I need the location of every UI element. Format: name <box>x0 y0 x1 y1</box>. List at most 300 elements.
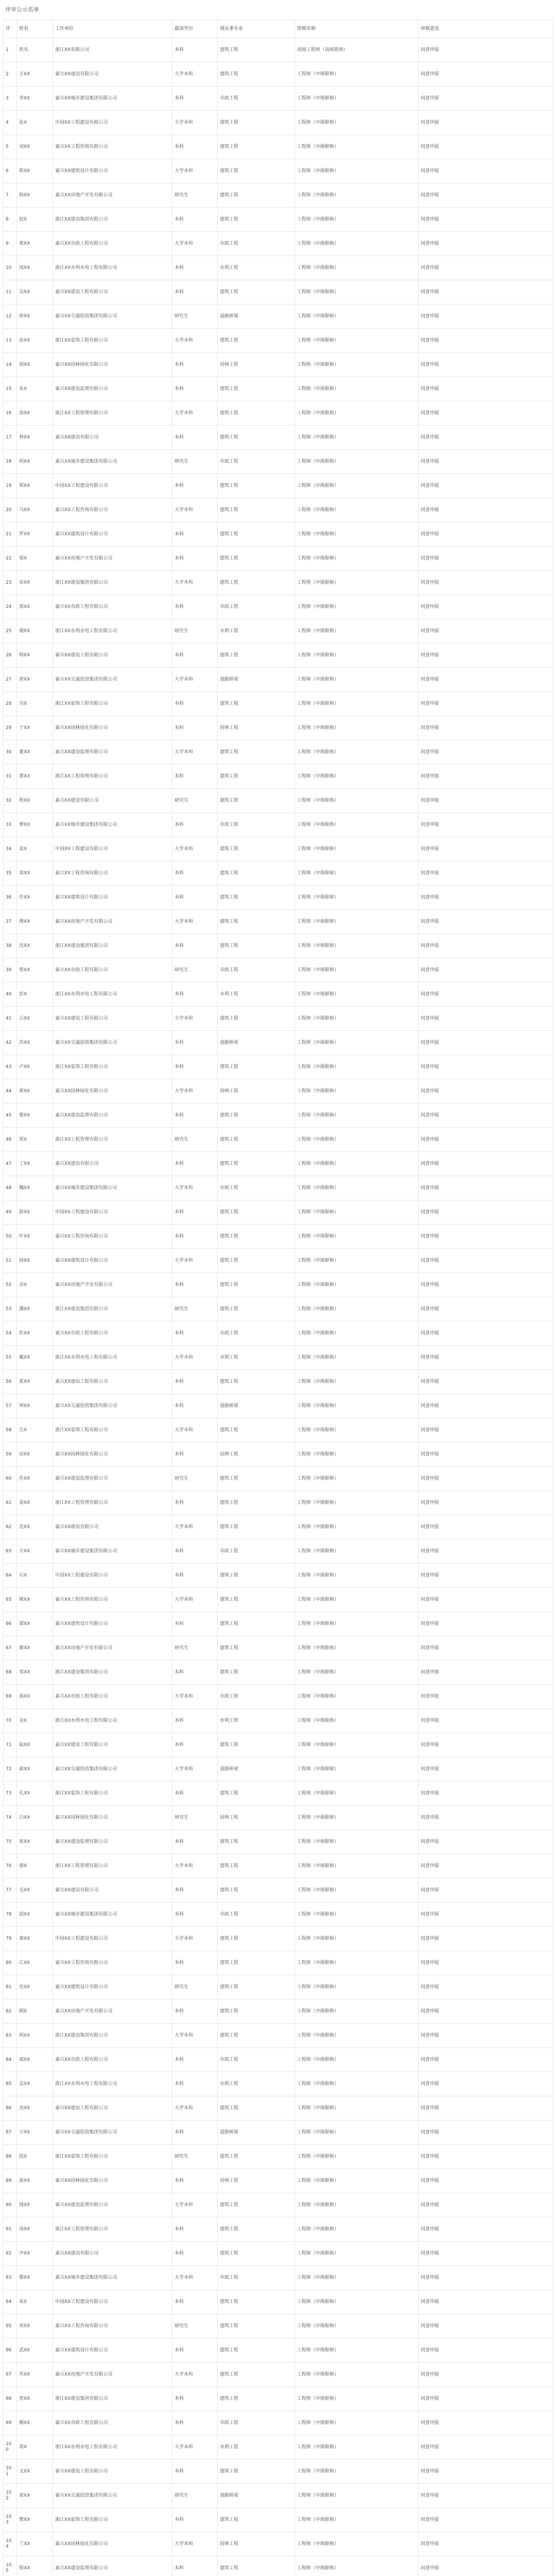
cell-index: 2 <box>4 62 17 87</box>
cell-opinion: 同意申报 <box>419 765 553 789</box>
table-row <box>4 1055 553 1079</box>
cell-education: 本科 <box>172 2242 218 2266</box>
cell-name: 魏XX <box>17 1176 53 1200</box>
cell-education: 本科 <box>172 377 218 401</box>
cell-opinion: 同意申报 <box>419 692 553 716</box>
cell-education: 本科 <box>172 2411 218 2435</box>
cell-name: 兰XX <box>17 2532 53 2556</box>
cell-name: 崔XX <box>17 1830 53 1854</box>
cell-specialty: 建筑工程 <box>218 886 295 910</box>
table-row <box>4 1297 553 1321</box>
table-row <box>4 692 553 716</box>
cell-education: 本科 <box>172 2290 218 2314</box>
header-cell-education: 最高学历 <box>172 20 218 38</box>
table-row <box>4 1636 553 1660</box>
cell-specialty: 园林工程 <box>218 353 295 377</box>
cell-education: 大学本科 <box>172 571 218 595</box>
cell-name: 彭X <box>17 982 53 1007</box>
cell-qualification: 工程师（中级职称） <box>295 1152 419 1176</box>
cell-qualification: 工程师（中级职称） <box>295 159 419 183</box>
table-row <box>4 547 553 571</box>
cell-name: 贾X <box>17 1128 53 1152</box>
cell-specialty: 建筑工程 <box>218 2217 295 2242</box>
cell-qualification: 工程师（中级职称） <box>295 256 419 280</box>
cell-qualification: 工程师（中级职称） <box>295 692 419 716</box>
cell-education: 本科 <box>172 1104 218 1128</box>
cell-specialty: 市政工程 <box>218 958 295 982</box>
cell-employer: 嘉兴XX交通投资集团有限公司 <box>53 1394 172 1418</box>
cell-opinion: 同意申报 <box>419 1418 553 1443</box>
cell-education: 本科 <box>172 1830 218 1854</box>
cell-qualification: 工程师（中级职称） <box>295 2387 419 2411</box>
cell-specialty: 建筑工程 <box>218 1370 295 1394</box>
cell-qualification: 工程师（中级职称） <box>295 1782 419 1806</box>
cell-employer: 嘉兴XX园林绿化有限公司 <box>53 2169 172 2193</box>
cell-opinion: 同意申报 <box>419 668 553 692</box>
cell-qualification: 工程师（中级职称） <box>295 304 419 329</box>
cell-employer: 浙江XX工程管理有限公司 <box>53 401 172 426</box>
cell-education: 本科 <box>172 1225 218 1249</box>
roster-table <box>3 20 553 2576</box>
cell-specialty: 建筑工程 <box>218 183 295 208</box>
cell-specialty: 建筑工程 <box>218 547 295 571</box>
cell-name: 史XX <box>17 1975 53 1999</box>
cell-index: 27 <box>4 668 17 692</box>
cell-specialty: 建筑工程 <box>218 643 295 668</box>
cell-name: 谢XX <box>17 619 53 643</box>
cell-qualification: 工程师（中级职称） <box>295 474 419 498</box>
table-row <box>4 2290 553 2314</box>
cell-opinion: 同意申报 <box>419 62 553 87</box>
cell-qualification: 工程师（中级职称） <box>295 401 419 426</box>
cell-education: 研究生 <box>172 1636 218 1660</box>
cell-name: 陈XX <box>17 159 53 183</box>
cell-specialty: 道路桥梁 <box>218 668 295 692</box>
cell-opinion: 同意申报 <box>419 1346 553 1370</box>
cell-name: 汤XX <box>17 2217 53 2242</box>
cell-qualification: 工程师（中级职称） <box>295 958 419 982</box>
cell-index: 52 <box>4 1273 17 1297</box>
table-row <box>4 2484 553 2508</box>
cell-opinion: 同意申报 <box>419 982 553 1007</box>
cell-opinion: 同意申报 <box>419 232 553 256</box>
cell-index: 14 <box>4 353 17 377</box>
cell-name: 姚XX <box>17 1588 53 1612</box>
cell-specialty: 园林工程 <box>218 716 295 740</box>
table-row <box>4 1321 553 1346</box>
cell-name: 何XX <box>17 450 53 474</box>
table-row <box>4 1782 553 1806</box>
table-row <box>4 765 553 789</box>
cell-qualification: 工程师（中级职称） <box>295 1104 419 1128</box>
cell-qualification: 工程师（中级职称） <box>295 1660 419 1685</box>
cell-employer: 嘉兴XX市政工程有限公司 <box>53 595 172 619</box>
table-row <box>4 1660 553 1685</box>
cell-index: 15 <box>4 377 17 401</box>
cell-name: 杨XX <box>17 183 53 208</box>
table-row <box>4 1370 553 1394</box>
table-row <box>4 1467 553 1491</box>
cell-index: 42 <box>4 1031 17 1055</box>
cell-education: 本科 <box>172 1539 218 1564</box>
cell-index: 54 <box>4 1321 17 1346</box>
cell-qualification: 工程师（中级职称） <box>295 2411 419 2435</box>
cell-name: 唐XX <box>17 668 53 692</box>
cell-employer: 中国XX工程建设有限公司 <box>53 2290 172 2314</box>
cell-index: 96 <box>4 2338 17 2363</box>
cell-employer: 浙江XX水利水电工程有限公司 <box>53 619 172 643</box>
cell-name: 乔XX <box>17 2363 53 2387</box>
cell-index: 20 <box>4 498 17 522</box>
cell-specialty: 园林工程 <box>218 2169 295 2193</box>
cell-employer: 嘉兴XX城市建设集团有限公司 <box>53 1903 172 1927</box>
cell-education: 研究生 <box>172 304 218 329</box>
cell-index: 51 <box>4 1249 17 1273</box>
table-row <box>4 571 553 595</box>
cell-index: 79 <box>4 1927 17 1951</box>
cell-education: 大学本科 <box>172 62 218 87</box>
cell-education: 研究生 <box>172 450 218 474</box>
cell-index: 88 <box>4 2145 17 2169</box>
cell-education: 本科 <box>172 353 218 377</box>
cell-education: 本科 <box>172 426 218 450</box>
cell-opinion: 同意申报 <box>419 1225 553 1249</box>
table-row <box>4 643 553 668</box>
cell-opinion: 同意申报 <box>419 2338 553 2363</box>
cell-opinion: 同意申报 <box>419 426 553 450</box>
cell-opinion: 同意申报 <box>419 1903 553 1927</box>
cell-specialty: 建筑工程 <box>218 934 295 958</box>
table-row <box>4 256 553 280</box>
cell-employer: 嘉兴XX房地产开发有限公司 <box>53 910 172 934</box>
cell-name: 钱XX <box>17 2193 53 2217</box>
cell-specialty: 建筑工程 <box>218 1055 295 1079</box>
cell-index: 68 <box>4 1660 17 1685</box>
cell-opinion: 同意申报 <box>419 208 553 232</box>
cell-name: 任XX <box>17 1467 53 1491</box>
cell-opinion: 同意申报 <box>419 2072 553 2096</box>
cell-name: 戴XX <box>17 1346 53 1370</box>
cell-specialty: 建筑工程 <box>218 2460 295 2484</box>
cell-opinion: 同意申报 <box>419 1370 553 1394</box>
cell-opinion: 同意申报 <box>419 2508 553 2532</box>
cell-qualification: 工程师（中级职称） <box>295 571 419 595</box>
cell-index: 101 <box>4 2460 17 2484</box>
cell-employer: 浙江XX建设集团有限公司 <box>53 2387 172 2411</box>
table-body <box>4 38 553 2576</box>
cell-education: 大学本科 <box>172 2096 218 2121</box>
cell-qualification: 工程师（中级职称） <box>295 619 419 643</box>
table-row <box>4 2242 553 2266</box>
table-row <box>4 2121 553 2145</box>
cell-employer: 嘉兴XX房地产开发有限公司 <box>53 2363 172 2387</box>
cell-index: 87 <box>4 2121 17 2145</box>
cell-index: 102 <box>4 2484 17 2508</box>
cell-education: 大学本科 <box>172 1176 218 1200</box>
cell-education: 大学本科 <box>172 910 218 934</box>
cell-specialty: 建筑工程 <box>218 159 295 183</box>
cell-opinion: 同意申报 <box>419 619 553 643</box>
cell-specialty: 建筑工程 <box>218 1249 295 1273</box>
cell-name: 谭XX <box>17 1612 53 1636</box>
cell-index: 71 <box>4 1733 17 1757</box>
table-row <box>4 2338 553 2363</box>
cell-opinion: 同意申报 <box>419 1709 553 1733</box>
cell-index: 60 <box>4 1467 17 1491</box>
cell-opinion: 同意申报 <box>419 1055 553 1079</box>
cell-name: 杜XX <box>17 1321 53 1346</box>
cell-education: 本科 <box>172 256 218 280</box>
cell-education: 本科 <box>172 1564 218 1588</box>
cell-employer: 浙江XX装饰工程有限公司 <box>53 2145 172 2169</box>
cell-name: 钟XX <box>17 1394 53 1418</box>
table-row <box>4 1685 553 1709</box>
cell-name: 潘XX <box>17 1297 53 1321</box>
cell-opinion: 同意申报 <box>419 1564 553 1588</box>
cell-employer: 嘉兴XX建筑设计有限公司 <box>53 522 172 547</box>
cell-opinion: 同意申报 <box>419 111 553 135</box>
cell-index: 7 <box>4 183 17 208</box>
cell-name: 黄XX <box>17 232 53 256</box>
cell-education: 本科 <box>172 547 218 571</box>
cell-qualification: 工程师（中级职称） <box>295 1418 419 1443</box>
cell-name: 樊XX <box>17 2508 53 2532</box>
cell-education: 本科 <box>172 38 218 62</box>
cell-index: 59 <box>4 1443 17 1467</box>
cell-employer: 中国XX工程建设有限公司 <box>53 1564 172 1588</box>
cell-index: 29 <box>4 716 17 740</box>
cell-qualification: 工程师（中级职称） <box>295 1079 419 1104</box>
cell-qualification: 工程师（中级职称） <box>295 2556 419 2576</box>
cell-name: 文XX <box>17 2460 53 2484</box>
cell-specialty: 建筑工程 <box>218 1636 295 1660</box>
cell-opinion: 同意申报 <box>419 183 553 208</box>
cell-education: 大学本科 <box>172 329 218 353</box>
cell-qualification: 工程师（中级职称） <box>295 1321 419 1346</box>
cell-index: 90 <box>4 2193 17 2217</box>
table-row <box>4 2387 553 2411</box>
cell-qualification: 工程师（中级职称） <box>295 1636 419 1660</box>
cell-index: 39 <box>4 958 17 982</box>
cell-qualification: 工程师（中级职称） <box>295 789 419 813</box>
cell-employer: 嘉兴XX建筑设计有限公司 <box>53 886 172 910</box>
cell-opinion: 同意申报 <box>419 1854 553 1878</box>
cell-index: 25 <box>4 619 17 643</box>
cell-specialty: 水利工程 <box>218 982 295 1007</box>
cell-education: 本科 <box>172 1443 218 1467</box>
table-row <box>4 1249 553 1273</box>
cell-education: 本科 <box>172 1733 218 1757</box>
cell-index: 105 <box>4 2556 17 2576</box>
cell-qualification: 工程师（中级职称） <box>295 886 419 910</box>
cell-opinion: 同意申报 <box>419 1975 553 1999</box>
cell-index: 11 <box>4 280 17 304</box>
cell-qualification: 工程师（中级职称） <box>295 1055 419 1079</box>
table-row <box>4 1443 553 1467</box>
cell-specialty: 建筑工程 <box>218 1128 295 1152</box>
table-row <box>4 2435 553 2460</box>
cell-index: 66 <box>4 1612 17 1636</box>
cell-employer: 中国XX工程建设有限公司 <box>53 474 172 498</box>
cell-education: 大学本科 <box>172 1079 218 1104</box>
cell-index: 95 <box>4 2314 17 2338</box>
cell-education: 本科 <box>172 87 218 111</box>
cell-name: 龙XX <box>17 2096 53 2121</box>
cell-employer: 嘉兴XX市政工程有限公司 <box>53 2411 172 2435</box>
table-row <box>4 1830 553 1854</box>
cell-employer: 浙江XX工程管理有限公司 <box>53 1491 172 1515</box>
cell-opinion: 同意申报 <box>419 522 553 547</box>
cell-employer: 浙江XX工程管理有限公司 <box>53 765 172 789</box>
cell-specialty: 建筑工程 <box>218 1999 295 2024</box>
cell-name: 赵X <box>17 208 53 232</box>
cell-index: 33 <box>4 813 17 837</box>
cell-specialty: 建筑工程 <box>218 62 295 87</box>
cell-name: 范XX <box>17 1515 53 1539</box>
cell-index: 13 <box>4 329 17 353</box>
cell-education: 本科 <box>172 2556 218 2576</box>
table-row <box>4 595 553 619</box>
cell-specialty: 园林工程 <box>218 1079 295 1104</box>
cell-employer: 嘉兴XX工程咨询有限公司 <box>53 861 172 886</box>
cell-name: 邱XX <box>17 1903 53 1927</box>
cell-name: 吴XX <box>17 280 53 304</box>
cell-name: 蒋XX <box>17 1079 53 1104</box>
cell-index: 104 <box>4 2532 17 2556</box>
cell-employer: 嘉兴XX园林绿化有限公司 <box>53 1806 172 1830</box>
cell-specialty: 市政工程 <box>218 595 295 619</box>
cell-specialty: 建筑工程 <box>218 2145 295 2169</box>
cell-specialty: 建筑工程 <box>218 1854 295 1878</box>
cell-name: 毛XX <box>17 1878 53 1903</box>
cell-specialty: 市政工程 <box>218 2411 295 2435</box>
cell-employer: 嘉兴XX园林绿化有限公司 <box>53 353 172 377</box>
cell-education: 本科 <box>172 2121 218 2145</box>
cell-opinion: 同意申报 <box>419 1878 553 1903</box>
cell-qualification: 工程师（中级职称） <box>295 1394 419 1418</box>
cell-education: 研究生 <box>172 1128 218 1152</box>
cell-index: 80 <box>4 1951 17 1975</box>
cell-employer: 嘉兴XX交通投资集团有限公司 <box>53 2484 172 2508</box>
cell-specialty: 道路桥梁 <box>218 1757 295 1782</box>
cell-opinion: 同意申报 <box>419 789 553 813</box>
cell-name: 姜XX <box>17 1491 53 1515</box>
cell-education: 大学本科 <box>172 2435 218 2460</box>
cell-index: 56 <box>4 1370 17 1394</box>
cell-name: 卢XX <box>17 1055 53 1079</box>
cell-index: 100 <box>4 2435 17 2460</box>
cell-education: 大学本科 <box>172 401 218 426</box>
cell-specialty: 建筑工程 <box>218 2242 295 2266</box>
table-row <box>4 1394 553 1418</box>
table-row <box>4 2508 553 2532</box>
cell-opinion: 同意申报 <box>419 2387 553 2411</box>
cell-specialty: 建筑工程 <box>218 1830 295 1854</box>
cell-opinion: 同意申报 <box>419 1249 553 1273</box>
cell-opinion: 同意申报 <box>419 1685 553 1709</box>
cell-name: 许XX <box>17 886 53 910</box>
cell-education: 本科 <box>172 886 218 910</box>
cell-specialty: 建筑工程 <box>218 135 295 159</box>
cell-qualification: 工程师（中级职称） <box>295 668 419 692</box>
cell-name: 徐XX <box>17 304 53 329</box>
cell-qualification: 工程师（中级职称） <box>295 135 419 159</box>
cell-employer: 浙江XX有限公司 <box>53 38 172 62</box>
table-row <box>4 183 553 208</box>
cell-name: 黎XX <box>17 2266 53 2290</box>
cell-qualification: 工程师（中级职称） <box>295 232 419 256</box>
cell-employer: 嘉兴XX园林绿化有限公司 <box>53 1079 172 1104</box>
cell-index: 34 <box>4 837 17 861</box>
table-row <box>4 1007 553 1031</box>
cell-employer: 嘉兴XX城市建设集团有限公司 <box>53 813 172 837</box>
cell-name: 廖XX <box>17 1636 53 1660</box>
cell-education: 大学本科 <box>172 740 218 765</box>
table-row <box>4 2556 553 2576</box>
cell-opinion: 同意申报 <box>419 2460 553 2484</box>
cell-index: 48 <box>4 1176 17 1200</box>
cell-employer: 浙江XX装饰工程有限公司 <box>53 2508 172 2532</box>
cell-qualification: 工程师（中级职称） <box>295 1491 419 1515</box>
cell-qualification: 工程师（中级职称） <box>295 2484 419 2508</box>
table-row <box>4 1079 553 1104</box>
cell-opinion: 同意申报 <box>419 401 553 426</box>
table-row <box>4 280 553 304</box>
cell-education: 研究生 <box>172 1467 218 1491</box>
cell-education: 本科 <box>172 595 218 619</box>
cell-specialty: 建筑工程 <box>218 1782 295 1806</box>
cell-opinion: 同意申报 <box>419 1128 553 1152</box>
cell-specialty: 建筑工程 <box>218 861 295 886</box>
cell-employer: 嘉兴XX房地产开发有限公司 <box>53 547 172 571</box>
cell-qualification: 工程师（中级职称） <box>295 280 419 304</box>
cell-employer: 浙江XX装饰工程有限公司 <box>53 1418 172 1443</box>
table-row <box>4 1709 553 1733</box>
cell-qualification: 工程师（中级职称） <box>295 837 419 861</box>
cell-employer: 嘉兴XX建设工程有限公司 <box>53 1370 172 1394</box>
cell-qualification: 工程师（中级职称） <box>295 2024 419 2048</box>
cell-employer: 嘉兴XX房地产开发有限公司 <box>53 1999 172 2024</box>
cell-specialty: 建筑工程 <box>218 1975 295 1999</box>
table-row <box>4 2048 553 2072</box>
cell-opinion: 同意申报 <box>419 2217 553 2242</box>
table-row <box>4 1104 553 1128</box>
cell-specialty: 建筑工程 <box>218 1297 295 1321</box>
cell-education: 本科 <box>172 1999 218 2024</box>
cell-qualification: 工程师（中级职称） <box>295 1588 419 1612</box>
cell-employer: 嘉兴XX建筑设计有限公司 <box>53 2338 172 2363</box>
cell-education: 研究生 <box>172 1297 218 1321</box>
cell-education: 本科 <box>172 1200 218 1225</box>
cell-education: 本科 <box>172 982 218 1007</box>
cell-index: 37 <box>4 910 17 934</box>
cell-qualification: 工程师（中级职称） <box>295 2314 419 2338</box>
table-row <box>4 62 553 87</box>
cell-name: 姓名 <box>17 38 53 62</box>
cell-opinion: 同意申报 <box>419 2096 553 2121</box>
cell-name: 周XX <box>17 256 53 280</box>
cell-index: 94 <box>4 2290 17 2314</box>
table-row <box>4 1927 553 1951</box>
cell-index: 69 <box>4 1685 17 1709</box>
cell-education: 本科 <box>172 813 218 837</box>
cell-specialty: 市政工程 <box>218 1903 295 1927</box>
cell-name: 曾XX <box>17 958 53 982</box>
table-row <box>4 1854 553 1878</box>
cell-qualification: 工程师（中级职称） <box>295 2532 419 2556</box>
cell-employer: 浙江XX建设集团有限公司 <box>53 2024 172 2048</box>
cell-qualification: 工程师（中级职称） <box>295 2266 419 2290</box>
